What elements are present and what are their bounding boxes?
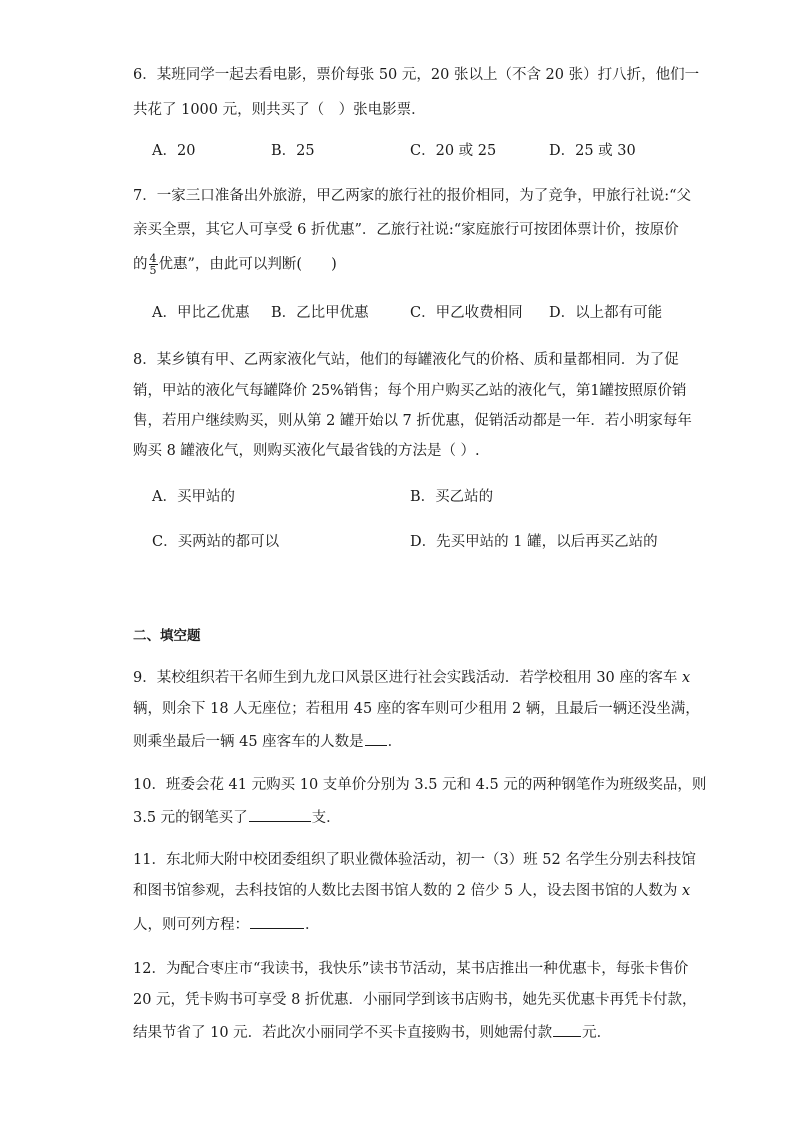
fraction-four-fifths (149, 253, 158, 276)
question-10-line-2 (133, 805, 341, 829)
variable-x: x (682, 883, 691, 899)
q6-option-d: D．25 或 30 (549, 143, 636, 159)
q8-option-a: A．买甲站的 (152, 489, 235, 505)
question-8-line-1: 8．某乡镇有甲、乙两家液化气站，他们的每罐液化气的价格、质和量都相同．为了促 (133, 352, 679, 368)
q8-option-c: C．买两站的都可以 (152, 534, 280, 550)
question-12-line-1: 12．为配合枣庄市“我读书，我快乐”读书节活动，某书店推出一种优惠卡，每张卡售价 (133, 961, 689, 977)
q9-line-3-suffix: ． (387, 734, 403, 750)
q7-option-d: D．以上都有可能 (549, 305, 663, 321)
question-7-line-3 (133, 253, 337, 276)
q8-option-b: B．买乙站的 (410, 489, 494, 505)
q9-line-3-prefix: 则乘坐最后一辆 45 座客车的人数是 (133, 734, 364, 750)
question-11-line-3 (133, 912, 320, 936)
fraction-denominator: 5 (149, 264, 157, 277)
question-8-line-2: 销，甲站的液化气每罐降价 25%销售；每个用户购买乙站的液化气，第1罐按照原价销 (133, 383, 687, 399)
q8-option-d: D．先买甲站的 1 罐，以后再买乙站的 (410, 534, 658, 550)
question-9-line-3 (133, 729, 402, 753)
q10-line-2-prefix: 3.5 元的钢笔买了 (133, 810, 248, 826)
q11-line-2-text: 和图书馆参观，去科技馆的人数比去图书馆人数的 2 倍少 5 人，设去图书馆的人数为 (133, 883, 678, 899)
section-title-fill-in: 二、填空题 (133, 628, 201, 644)
q7-option-b: B．乙比甲优惠 (271, 305, 369, 321)
question-12-line-2: 20 元，凭卡购书可享受 8 折优惠．小丽同学到该书店购书，她先买优惠卡再凭卡付款， (133, 992, 697, 1008)
q7-option-c: C．甲乙收费相同 (410, 305, 523, 321)
q12-line-3-prefix: 结果节省了 10 元．若此次小丽同学不买卡直接购书，则她需付款 (133, 1025, 553, 1041)
question-10-line-1: 10．班委会花 41 元购买 10 支单价分别为 3.5 元和 4.5 元的两种钢笔作为班级奖品，则 (133, 777, 707, 793)
q7-line-3-suffix: 优惠”，由此可以判断( ) (158, 256, 337, 273)
q6-option-c: C．20 或 25 (410, 143, 497, 159)
q7-line-3-prefix: 的 (133, 256, 148, 273)
question-8-line-4: 购买 8 罐液化气，则购买液化气最省钱的方法是（ ）. (133, 443, 480, 459)
question-11-line-2 (133, 880, 690, 902)
answer-blank (365, 729, 387, 746)
question-7-line-2: 亲买全票，其它人可享受 6 折优惠”．乙旅行社说:“家庭旅行可按团体票计价，按原价 (133, 222, 679, 238)
question-8-line-3: 售，若用户继续购买，则从第 2 罐开始以 7 折优惠，促销活动都是一年．若小明家每年 (133, 413, 692, 429)
question-7-line-1: 7．一家三口准备出外旅游，甲乙两家的旅行社的报价相同，为了竞争，甲旅行社说:“父 (133, 188, 692, 204)
fraction-numerator: 4 (149, 252, 157, 265)
variable-x: x (682, 670, 691, 686)
answer-blank (250, 912, 304, 929)
q6-option-a: A．20 (152, 143, 196, 159)
q11-line-3-prefix: 人，则可列方程： (133, 917, 249, 933)
q9-line-1-text: 9．某校组织若干名师生到九龙口风景区进行社会实践活动．若学校租用 30 座的客车 (133, 670, 678, 686)
q7-option-a: A．甲比乙优惠 (152, 305, 250, 321)
answer-blank (249, 805, 311, 822)
question-12-line-3 (133, 1020, 611, 1044)
question-6-line-1: 6．某班同学一起去看电影，票价每张 50 元，20 张以上（不含 20 张）打八折，他们一 (133, 67, 700, 83)
q11-line-3-suffix: ． (305, 917, 320, 933)
question-9-line-1 (133, 667, 690, 689)
q12-line-3-suffix: 元． (582, 1025, 612, 1041)
question-6-line-2: 共花了 1000 元，则共买了（ ）张电影票． (133, 102, 426, 118)
question-9-line-2: 辆，则余下 18 人无座位；若租用 45 座的客车则可少租用 2 辆，且最后一辆还没坐满， (133, 701, 700, 717)
q10-line-2-suffix: 支． (311, 810, 341, 826)
answer-blank (553, 1020, 581, 1037)
q6-option-b: B．25 (271, 143, 315, 159)
question-11-line-1: 11．东北师大附中校团委组织了职业微体验活动，初一（3）班 52 名学生分别去科技馆 (133, 852, 696, 868)
